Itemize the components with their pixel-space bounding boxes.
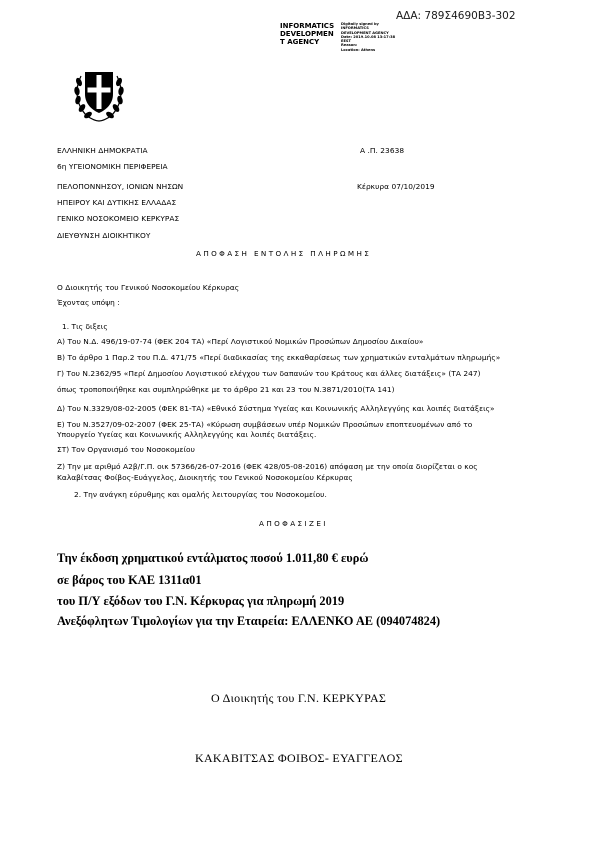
stamp-line-2: DEVELOPMEN [280,30,334,38]
stamp-detail: DEVELOPMENT AGENCY [341,30,389,35]
stamp-detail: Reason: [341,43,358,48]
item-2: 2. Την ανάγκη εύρυθμης και ομαλής λειτουργίας του Νοσοκομείου. [74,490,327,499]
header-line: ΗΠΕΙΡΟΥ ΚΑΙ ΔΥΤΙΚΗΣ ΕΛΛΑΔΑΣ [57,198,177,207]
digital-signature-stamp [280,22,334,46]
intro-line: Ο Διοικητής του Γενικού Νοσοκομείου Κέρκυρας [57,283,240,292]
stamp-detail: Digitally signed by [341,22,379,26]
stamp-details [341,22,395,52]
clause: Δ) Του Ν.3329/08-02-2005 (ΦΕΚ 81-ΤΑ) «Εθνικό Σύστημα Υγείας και Κοινωνικής Αλληλεγγύης και λοιπές διατάξεις» [57,404,495,413]
decides-heading: ΑΠΟΦΑΣΙΖΕΙ [259,519,328,528]
stamp-line-1: INFORMATICS [280,22,335,30]
clause: ΣΤ) Τον Οργανισμό του Νοσοκομείου [57,445,195,454]
clause: Υπουργείο Υγείας και Κοινωνικής Αλληλεγγύης και λοιπές διατάξεις. [57,430,317,439]
clause: Ε) Του Ν.3527/09-02-2007 (ΦΕΚ 25-ΤΑ) «Κύρωση συμβάσεων υπέρ Νομικών Προσώπων εποπτευομένων από το [57,420,473,429]
stamp-detail: INFORMATICS [341,26,369,31]
stamp-detail: Date: 2019.10.08 13:17:38 [341,34,396,39]
document-date: Κέρκυρα 07/10/2019 [357,182,435,191]
header-line: ΕΛΛΗΝΙΚΗ ΔΗΜΟΚΡΑΤΙΑ [57,146,148,155]
decision-line: του Π/Υ εξόδων του Γ.Ν. Κέρκυρας για πληρωμή 2019 [57,594,345,608]
protocol-number: Α .Π. 23638 [360,146,405,155]
signatory-role: Ο Διοικητής του Γ.Ν. ΚΕΡΚΥΡΑΣ [211,691,387,705]
intro-line: Έχοντας υπόψη : [57,298,120,307]
item-1: 1. Τις διξεις [62,322,108,331]
stamp-detail: Location: Athens [341,47,376,52]
clause: Β) Το άρθρο 1 Παρ.2 του Π.Δ. 471/75 «Περί διαδικασίας της εκκαθαρίσεως των χρηματικών ενταλμάτων πληρωμής» [57,353,501,362]
decision-line: Την έκδοση χρηματικού εντάλματος ποσού 1.011,80 € ευρώ [57,551,369,565]
header-line: ΠΕΛΟΠΟΝΝΗΣΟΥ, ΙΟΝΙΩΝ ΝΗΣΩΝ [57,182,184,191]
clause: Γ) Του Ν.2362/95 «Περί Δημοσίου Λογιστικού ελέγχου των δαπανών του Κράτους και άλλες διατάξεις» (ΤΑ 247) [57,369,481,378]
document-title: ΑΠΟΦΑΣΗ ΕΝΤΟΛΗΣ ΠΛΗΡΩΜΗΣ [196,249,372,258]
coat-of-arms-icon [73,66,125,127]
clause: Ζ) Την με αριθμό Α2β/Γ.Π. οικ 57366/26-07-2016 (ΦΕΚ 428/05-08-2016) απόφαση με την οποία διορίζεται ο κος [57,462,478,471]
clause: όπως τροποποιήθηκε και συμπληρώθηκε με το άρθρο 21 και 23 του Ν.3871/2010(ΤΑ 141) [57,385,395,394]
signatory-name: ΚΑΚΑΒΙΤΣΑΣ ΦΟΙΒΟΣ- ΕΥΑΓΓΕΛΟΣ [195,751,403,765]
header-line: 6η ΥΓΕΙΟΝΟΜΙΚΗ ΠΕΡΙΦΕΡΕΙΑ [57,162,168,171]
header-line: ΓΕΝΙΚΟ ΝΟΣΟΚΟΜΕΙΟ ΚΕΡΚΥΡΑΣ [57,214,180,223]
ada-code: ΑΔΑ: 789Σ4690Β3-302 [396,10,516,22]
clause: Καλαβίτσας Φοίβος-Ευάγγελος, Διοικητής του Γενικού Νοσοκομείου Κέρκυρας [57,473,353,482]
decision-line: σε βάρος του ΚΑΕ 1311α01 [57,573,202,587]
header-line: ΔΙΕΥΘΥΝΣΗ ΔΙΟΙΚΗΤΙΚΟΥ [57,231,151,240]
stamp-detail: EEST [341,39,351,44]
stamp-line-3: T AGENCY [280,38,320,46]
clause: Α) Του Ν.Δ. 496/19-07-74 (ΦΕΚ 204 ΤΑ) «Περί Λογιστικού Νομικών Προσώπων Δημοσίου Δικαίου» [57,337,424,346]
decision-line: Ανεξόφλητων Τιμολογίων για την Εταιρεία: ΕΛΛΕΝΚΟ ΑΕ (094074824) [57,614,441,628]
